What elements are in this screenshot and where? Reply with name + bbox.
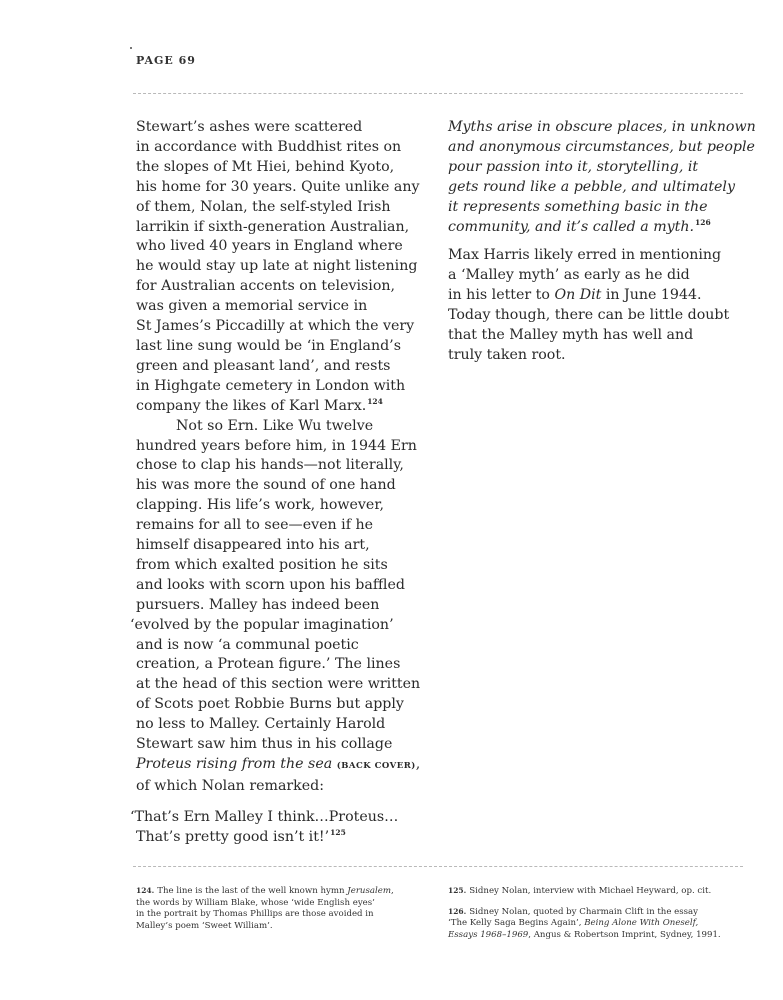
text-line (448, 930, 748, 942)
text-line (136, 828, 431, 848)
text-run: in his letter to (448, 287, 555, 304)
text-line: at the head of this section were written (136, 676, 421, 693)
text-line: St James’s Piccadilly at which the very (136, 318, 415, 335)
right-column (448, 118, 756, 366)
text-line: of them, Nolan, the self-styled Irish (136, 198, 391, 215)
text-line: ‘That’s Ern Malley I think…Proteus… (130, 808, 399, 825)
text-line: Today though, there can be little doubt (448, 307, 730, 324)
text-line (448, 918, 748, 930)
text-run: Sidney Nolan, interview with Michael Heyward, op. cit. (469, 886, 712, 896)
text-line: truly taken root. (448, 346, 566, 363)
text-line: it represents something basic in the (448, 198, 708, 215)
text-run: ‘The Kelly Saga Begins Again’, (448, 918, 585, 929)
text-line: of which Nolan remarked: (136, 777, 325, 794)
text-line: chose to clap his hands—not literally, (136, 457, 404, 474)
text-run: Sidney Nolan, quoted by Charmain Clift in the essay (469, 906, 699, 917)
footnote-number: 125. (448, 886, 467, 895)
text-line: remains for all to see—even if he (136, 517, 373, 534)
text-line: a ‘Malley myth’ as early as he did (448, 267, 690, 284)
text-line: pour passion into it, storytelling, it (448, 158, 699, 175)
text-line: pursuers. Malley has indeed been (136, 596, 380, 613)
text-line: larrikin if sixth-generation Australian, (136, 218, 410, 235)
text-line: Malley’s poem ‘Sweet William’. (136, 920, 273, 931)
text-line: and is now ‘a communal poetic (136, 636, 359, 653)
text-run: company the likes of Karl Marx. (136, 397, 367, 414)
text-line: Myths arise in obscure places, in unknown (448, 119, 756, 135)
text-line: creation, a Protean figure.’ The lines (136, 656, 401, 673)
text-run: , (391, 886, 394, 896)
text-line: from which exalted position he sits (136, 556, 388, 573)
text-run: The line is the last of the well known hymn (157, 886, 348, 896)
text-line (136, 885, 436, 898)
bottom-divider (133, 866, 743, 867)
text-line: Stewart saw him thus in his collage (136, 736, 393, 753)
text-run: That’s pretty good isn’t it!’ (136, 828, 330, 845)
left-column (130, 118, 431, 848)
footnote-124 (136, 885, 436, 932)
footnote-126 (448, 906, 748, 942)
text-line (136, 397, 431, 417)
text-run: , Angus & Robertson Imprint, Sydney, 1991. (528, 929, 721, 940)
nolan-quote (130, 808, 431, 848)
text-line: his home for 30 years. Quite unlike any (136, 178, 420, 195)
back-cover-reference: (BACK COVER) (336, 761, 416, 771)
text-line: that the Malley myth has well and (448, 327, 694, 344)
text-line: Max Harris likely erred in mentioning (448, 247, 722, 264)
text-line: clapping. His life’s work, however, (136, 497, 385, 514)
footnote-125 (448, 885, 748, 898)
footnote-number: 126. (448, 906, 467, 916)
text-line: in the portrait by Thomas Phillips are those avoided in (136, 909, 374, 920)
corner-mark (130, 47, 132, 49)
text-line (448, 218, 748, 238)
text-line: gets round like a pebble, and ultimately (448, 178, 735, 195)
footnote-ref-124[interactable]: 124 (367, 396, 383, 406)
text-line: last line sung would be ‘in England’s (136, 337, 401, 354)
paragraph-not-so-ern (130, 417, 431, 797)
text-line: the slopes of Mt Hiei, behind Kyoto, (136, 158, 395, 175)
text-line: green and pleasant land’, and rests (136, 357, 391, 374)
text-line: was given a memorial service in (136, 298, 368, 315)
text-line (448, 286, 748, 306)
hymn-title: Jerusalem (347, 886, 391, 896)
text-line: who lived 40 years in England where (136, 238, 403, 255)
text-line: in Highgate cemetery in London with (136, 377, 406, 394)
text-line: Not so Ern. Like Wu twelve (176, 417, 374, 434)
text-line: the words by William Blake, whose ‘wide English eyes’ (136, 897, 375, 908)
footnote-number: 124. (136, 886, 155, 895)
paragraph-max-harris (448, 246, 748, 365)
text-line (448, 906, 748, 919)
text-line: and looks with scorn upon his baffled (136, 576, 405, 593)
text-line: his was more the sound of one hand (136, 477, 396, 494)
artwork-title: Proteus rising from the sea (136, 756, 333, 772)
text-run: community, and it’s called a myth. (448, 218, 695, 235)
text-line: himself disappeared into his art, (136, 537, 370, 554)
book-subtitle: Essays 1968–1969 (448, 929, 529, 940)
text-line: hundred years before him, in 1944 Ern (136, 437, 417, 454)
text-run: , (415, 756, 421, 772)
text-line: he would stay up late at night listening (136, 258, 418, 275)
text-line: ‘evolved by the popular imagination’ (130, 616, 394, 633)
book-title: Being Alone With Oneself, (584, 918, 699, 929)
text-line: in accordance with Buddhist rites on (136, 138, 402, 155)
text-line: and anonymous circumstances, but people (448, 138, 755, 155)
footnotes-right (448, 885, 748, 941)
text-line (136, 755, 431, 777)
footnote-ref-125[interactable]: 125 (330, 827, 346, 837)
text-line: no less to Malley. Certainly Harold (136, 716, 386, 733)
text-line: for Australian accents on television, (136, 278, 396, 295)
paragraph-stewart-nolan (136, 118, 431, 417)
top-divider (133, 93, 743, 94)
text-line: of Scots poet Robbie Burns but apply (136, 696, 404, 713)
page-number-label: PAGE 69 (136, 54, 196, 67)
text-line (448, 885, 748, 898)
text-line: Stewart’s ashes were scattered (136, 119, 363, 135)
footnote-ref-126[interactable]: 126 (695, 217, 711, 227)
publication-title: On Dit (554, 287, 602, 304)
text-run: in June 1944. (601, 287, 702, 304)
myth-quote (448, 118, 756, 237)
